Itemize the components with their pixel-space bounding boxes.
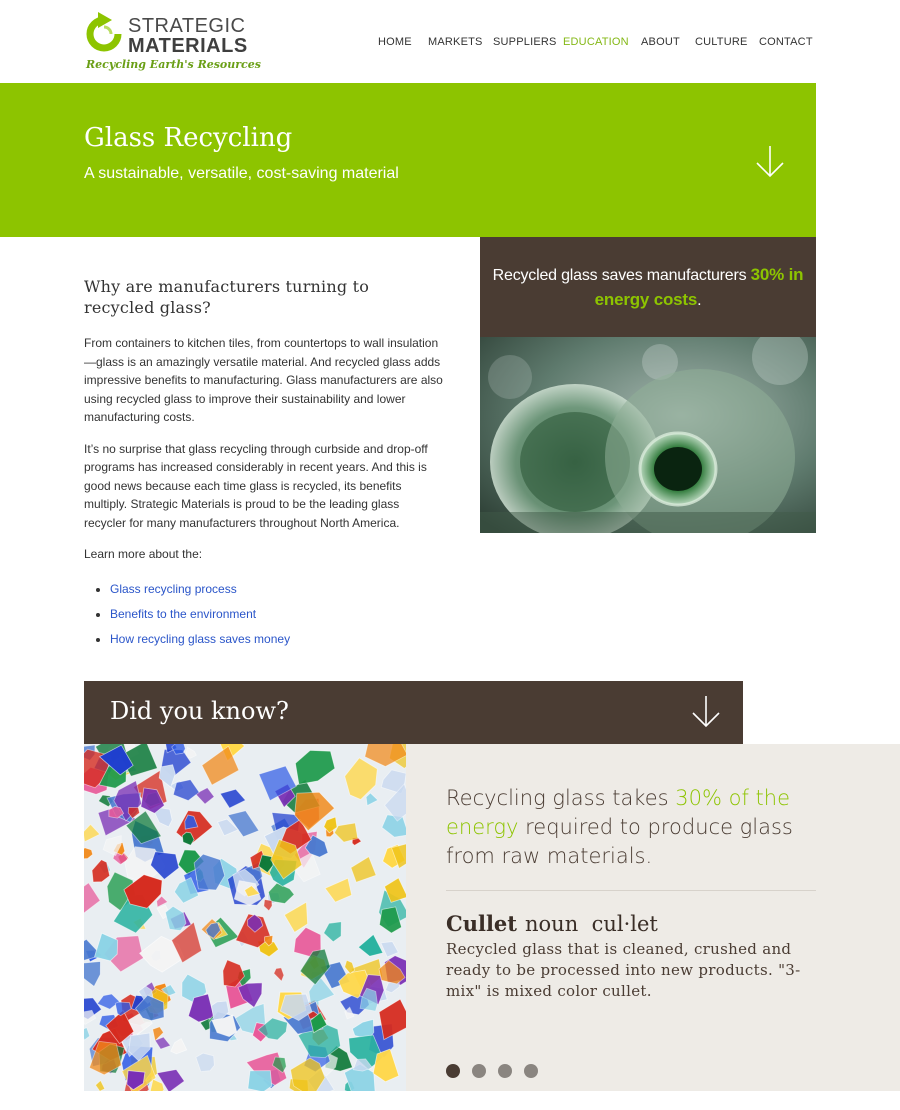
list-item xyxy=(110,627,444,652)
slider-dot[interactable] xyxy=(498,1064,512,1078)
article-paragraph-1: From containers to kitchen tiles, from countertops to wall insulation—glass is an amazingly versatile material. And recycled glass adds impressive benefits to manufacturing. Glass manufacturers are also using recycled glass to improve their sustainability and lower manufacturing costs. xyxy=(84,336,443,424)
scroll-down-arrow-icon[interactable] xyxy=(754,145,786,179)
brand-line1: STRATEGIC xyxy=(128,15,246,37)
cullet-glass-photo xyxy=(84,744,406,1091)
main-nav xyxy=(0,36,900,50)
stat-text-before: Recycled glass saves manufacturers xyxy=(492,267,751,284)
glass-bottle-photo xyxy=(480,337,816,533)
article-heading: Why are manufacturers turning to recycled glass? xyxy=(84,277,370,317)
learn-more-label: Learn more about the: xyxy=(84,547,203,561)
site-header xyxy=(0,0,900,83)
link-saves-money[interactable]: How recycling glass saves money xyxy=(110,631,291,646)
learn-more-list xyxy=(84,577,444,652)
stat-text xyxy=(480,263,816,313)
stat-text-after: . xyxy=(697,292,702,309)
fact-text xyxy=(446,784,818,871)
brand-line2: MATERIALS xyxy=(128,35,248,57)
nav-markets[interactable]: MARKETS xyxy=(428,36,483,48)
link-recycling-process[interactable]: Glass recycling process xyxy=(110,581,237,596)
nav-contact[interactable]: CONTACT xyxy=(759,36,813,48)
slider-dot[interactable] xyxy=(524,1064,538,1078)
stat-callout xyxy=(480,237,816,337)
article xyxy=(84,276,444,652)
definition-term: Cullet xyxy=(446,911,517,936)
did-you-know-title: Did you know? xyxy=(110,697,289,725)
hero-banner xyxy=(0,83,816,237)
fact-panel xyxy=(406,744,900,1091)
article-paragraph-2: It’s no surprise that glass recycling through curbside and drop-off programs has increased considerably in recent years. And this is good news because each time glass is recycled, its benefits multiply. Strategic Materials is proud to be the leading glass recycler for many manufacturers throughout North America. xyxy=(84,441,428,530)
nav-about[interactable]: ABOUT xyxy=(641,36,680,48)
nav-suppliers[interactable]: SUPPLIERS xyxy=(493,36,557,48)
divider xyxy=(446,890,816,891)
nav-home[interactable]: HOME xyxy=(378,36,412,48)
nav-education[interactable]: EDUCATION xyxy=(563,36,629,48)
fact-text-before: Recycling glass takes xyxy=(446,786,676,810)
fact-text-after: required to produce glass from raw materials. xyxy=(446,815,793,868)
slider-dot[interactable] xyxy=(446,1064,460,1078)
link-environment-benefits[interactable]: Benefits to the environment xyxy=(110,606,257,621)
list-item xyxy=(110,602,444,627)
stat-highlight: 30% in energy costs xyxy=(594,265,804,309)
page-title: Glass Recycling xyxy=(84,123,293,153)
scroll-down-arrow-icon[interactable] xyxy=(690,695,722,729)
definition-body: Recycled glass that is cleaned, crushed and ready to be processed into new products. "3-mix" is mixed color cullet. xyxy=(446,940,801,1000)
brand-tagline: Recycling Earth's Resources xyxy=(86,58,261,71)
definition-pos: noun cul·let xyxy=(525,912,658,936)
nav-culture[interactable]: CULTURE xyxy=(695,36,748,48)
slider-dot[interactable] xyxy=(472,1064,486,1078)
page-subtitle: A sustainable, versatile, cost-saving material xyxy=(84,165,399,182)
fact-highlight: 30% of the energy xyxy=(446,786,790,839)
did-you-know-header xyxy=(84,681,743,744)
definition-heading xyxy=(446,911,658,937)
list-item xyxy=(110,577,444,602)
